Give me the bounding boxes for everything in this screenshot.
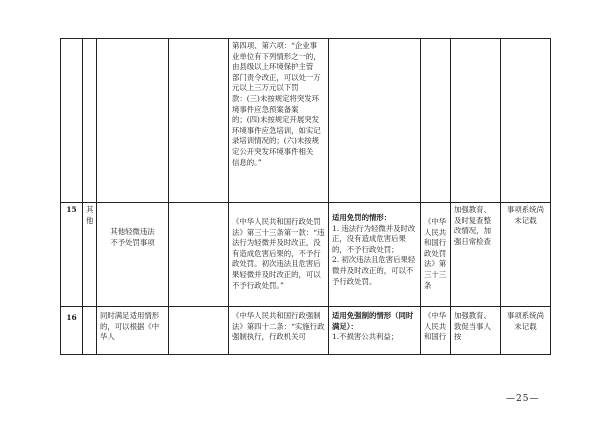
law-reference: 《中华人民共和国行 [421,307,451,355]
condition-body: 1. 违法行为轻微并及时改正，没有造成危害后果的，不予行政处罚； 2. 初次违法且危害后果轻微并及时改正的，可以不予行政处罚。 [332,223,416,286]
management-measures: 加强教育、敦促当事人按 [451,307,501,355]
category-cell [83,307,97,355]
item-cell [97,39,169,203]
note: 事项系统尚未记载 [501,203,551,307]
spacer-cell [169,39,229,203]
basis-line: 环境事件应急培训，如实记 [232,125,321,135]
management-measures: 加强教育、及时复查整改情况，加强日常检查 [451,203,501,307]
category-label: 其 他 [83,203,97,307]
basis-line: 第四项、第六项：“企业事 [232,41,318,50]
basis-line: 信息的。” [232,157,262,167]
basis-cell [229,39,329,203]
condition-cell [329,203,421,307]
item-name: 同时满足适用情形的，可以根据《中华人 [97,307,169,355]
legal-basis: 《中华人民共和国行政处罚法》第三十三条第一款：“违法行为轻微并及时改正，没有造成危害后果的，不予行政处罚。初次违法且危害后果轻微并及时改正的，可以不予行政处罚。” [229,203,329,307]
basis-line: 款：(三)未按规定将突发环 [232,93,320,103]
legal-basis: 《中华人民共和国行政强制法》第四十二条：“实施行政强制执行，行政机关可 [229,307,329,355]
table-row-15 [61,203,551,307]
law-reference: 《中华人民共和国行政处罚法》第三十三条 [421,203,451,307]
table-row-16 [61,307,551,355]
condition-cell [329,307,421,355]
basis-line: 定公开突发环境事件相关 [232,146,314,156]
document-table [60,38,551,355]
law-ref-cell [421,39,451,203]
spacer-cell [169,307,229,355]
basis-line: 境事件应急预案备案 [232,104,299,114]
condition-cell [329,39,421,203]
basis-line: 部门责令改正，可以处一万 [232,72,321,82]
row-number: 16 [61,307,83,355]
note-cell [501,39,551,203]
page-number: —25— [506,394,540,404]
measures-cell [451,39,501,203]
condition-body: 1.不损害公共利益； [332,332,399,342]
item-name: 其他轻微违法 不予处罚事项 [97,203,169,307]
basis-line: 的；(四)未按规定开展突发 [232,115,320,125]
table-row-continued [61,39,551,203]
number-cell [61,39,83,203]
spacer-cell [169,203,229,307]
basis-line: 元以上三万元以下罚 [232,83,299,93]
basis-line: 由县级以上环境保护主管 [232,62,314,72]
row-number: 15 [61,203,83,307]
category-cell [83,39,97,203]
note: 事项系统尚未记载 [501,307,551,355]
condition-title: 适用免强制的情形（同时满足）： [332,311,414,331]
basis-line: 录培训情况的；(六)未按规 [232,136,320,146]
condition-title: 适用免罚的情形： [332,213,392,222]
basis-line: 业单位有下列情形之一的， [232,51,321,61]
